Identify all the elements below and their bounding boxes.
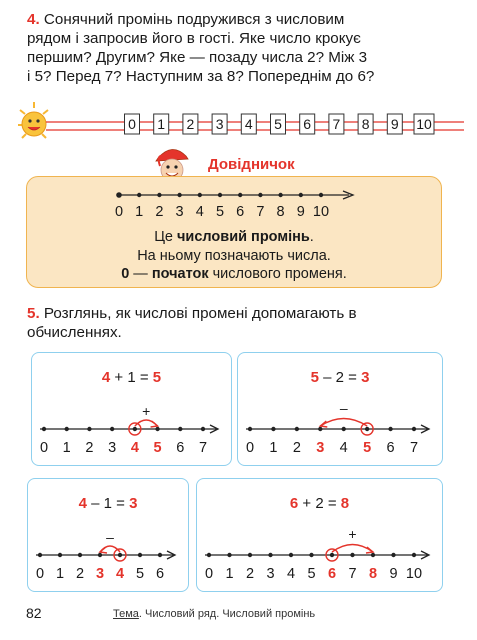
ray-tick-label: 6 [176,440,185,456]
number-box-label: 2 [186,116,195,132]
ray-point [201,427,205,431]
number-box-label: 1 [157,116,166,132]
example-equation: 6 + 2 = 8 [289,495,350,512]
ray-point [42,427,46,431]
ray-tick-label: 7 [198,440,208,456]
ray-point [268,553,272,557]
ray-tick-label: 1 [135,204,144,220]
ray-point [178,427,182,431]
ray-tick-label: 8 [276,204,285,220]
task5-number: 5. [27,305,40,322]
ray-tick-label: 2 [292,440,301,456]
ray-tick-label: 3 [108,440,117,456]
ray-point [157,193,161,197]
ray-tick-label: 3 [175,204,184,220]
example-card [237,352,443,466]
example-equation: 5 – 2 = 3 [310,369,370,386]
ray-tick-label: 1 [62,440,71,456]
ray-tick-label: 0 [204,566,214,582]
ray-point [248,427,252,431]
number-box-label: 8 [361,116,370,132]
ray-tick-label: 10 [405,566,423,582]
task5-text [27,304,445,342]
ray-point [227,553,231,557]
ray-point [299,193,303,197]
operation-sign: – [339,400,348,416]
ray-tick-label: 0 [114,204,124,220]
jump-arc [332,545,373,553]
task4-text [27,10,445,86]
ray-tick-label: 9 [389,566,398,582]
ray-point [258,193,262,197]
ray-point [388,427,392,431]
number-box-label: 6 [303,116,312,132]
ray-tick-label: 5 [153,440,162,456]
ray-tick-label: 0 [245,440,255,456]
ray-point [137,193,141,197]
example-equation: 4 – 1 = 3 [78,495,138,512]
example-number-ray [197,519,444,589]
ray-tick-label: 4 [286,566,296,582]
ray-point [371,553,375,557]
ray-tick-label: 4 [130,440,139,456]
ray-tick-label: 2 [245,566,255,582]
ray-point [412,427,416,431]
ray-point [248,553,252,557]
ray-tick-label: 3 [316,440,325,456]
ray-point [350,553,354,557]
ray-point [342,427,346,431]
ray-tick-label: 6 [236,204,245,220]
reference-box [26,176,442,288]
ray-tick-label: 2 [155,204,164,220]
ray-tick-label: 7 [256,204,265,220]
number-box-label: 7 [332,116,341,132]
operation-sign: + [142,403,151,419]
ray-tick-label: 1 [269,440,278,456]
ray-tick-label: 2 [85,440,94,456]
ray-tick-label: 6 [155,566,165,582]
example-number-ray [238,393,444,463]
ray-point [65,427,69,431]
ray-point [198,193,202,197]
reference-number-ray [111,183,361,223]
task5-line: Розглянь, як числові промені допомагають в [43,305,357,322]
example-number-ray [32,393,233,463]
ray-tick-label: 10 [312,204,330,220]
term-number-ray: числовий промінь [177,229,310,245]
ray-tick-label: 0 [39,440,49,456]
ray-point [365,427,369,431]
reference-title: Довідничок [208,156,295,173]
ray-tick-label: 7 [348,566,357,582]
operation-sign: + [348,526,357,542]
ray-point [98,553,102,557]
sun-number-row [16,100,476,146]
operation-sign: – [106,529,114,545]
ray-point [309,553,313,557]
example-number-ray [28,519,190,589]
ray-tick-label: 4 [339,440,348,456]
ray-point [218,193,222,197]
reference-line-1: Це числовий промінь. [154,229,314,245]
ray-point [289,553,293,557]
task4-line: першим? Другим? Яке — позаду числа 2? Між 3 [27,49,368,66]
ray-point [87,427,91,431]
number-box-label: 3 [215,116,224,132]
ray-tick-label: 5 [135,566,145,582]
ray-tick-label: 8 [368,566,378,582]
ray-point [319,193,323,197]
ray-point [330,553,334,557]
task4-line: Сонячний промінь подружився з числовим [43,11,345,28]
ray-tick-label: 5 [307,566,316,582]
page-number: 82 [26,605,42,621]
sun-icon [18,102,48,138]
ray-point [110,427,114,431]
ray-point [318,427,322,431]
reference-line-3: 0 — початок числового променя. [121,266,347,282]
jump-arc [320,419,367,427]
ray-point [158,553,162,557]
ray-point [177,193,181,197]
example-card [196,478,443,592]
ray-point [138,553,142,557]
reference-line-2: На ньому позначають числа. [137,248,331,264]
ray-point [207,553,211,557]
ray-tick-label: 5 [215,204,225,220]
task5-line: обчисленнях. [27,324,122,341]
example-equation: 4 + 1 = 5 [101,369,162,386]
number-box-label: 9 [390,116,399,132]
number-box-label: 0 [128,116,136,132]
ray-tick-label: 1 [55,566,65,582]
ray-point [78,553,82,557]
task4-line: і 5? Перед 7? Наступним за 8? Попереднім до 6? [27,68,375,85]
number-box-label: 5 [274,116,282,132]
task4-number: 4. [27,11,40,28]
number-box-label: 10 [416,116,432,132]
ray-point [391,553,395,557]
ray-point [38,553,42,557]
ray-tick-label: 6 [386,440,395,456]
ray-tick-label: 4 [195,204,204,220]
example-card [31,352,232,466]
task4-line: рядом і запросив його в гості. Яке число крокує [27,30,361,47]
ray-point [412,553,416,557]
ray-tick-label: 6 [327,566,337,582]
ray-tick-label: 9 [296,204,305,220]
ray-tick-label: 3 [95,566,105,582]
page-topic: Тема. Числовий ряд. Числовий промінь [113,608,316,620]
ray-point [133,427,137,431]
ray-tick-label: 1 [225,566,234,582]
ray-point [271,427,275,431]
ray-tick-label: 4 [115,566,125,582]
ray-tick-label: 2 [75,566,85,582]
ray-point [118,553,122,557]
ray-point [238,193,242,197]
ray-tick-label: 3 [266,566,275,582]
ray-tick-label: 0 [35,566,45,582]
number-box-label: 4 [244,116,253,132]
ray-point [58,553,62,557]
ray-point [278,193,282,197]
example-card [27,478,189,592]
ray-point [155,427,159,431]
ray-tick-label: 5 [363,440,372,456]
ray-tick-label: 7 [409,440,419,456]
ray-point [295,427,299,431]
